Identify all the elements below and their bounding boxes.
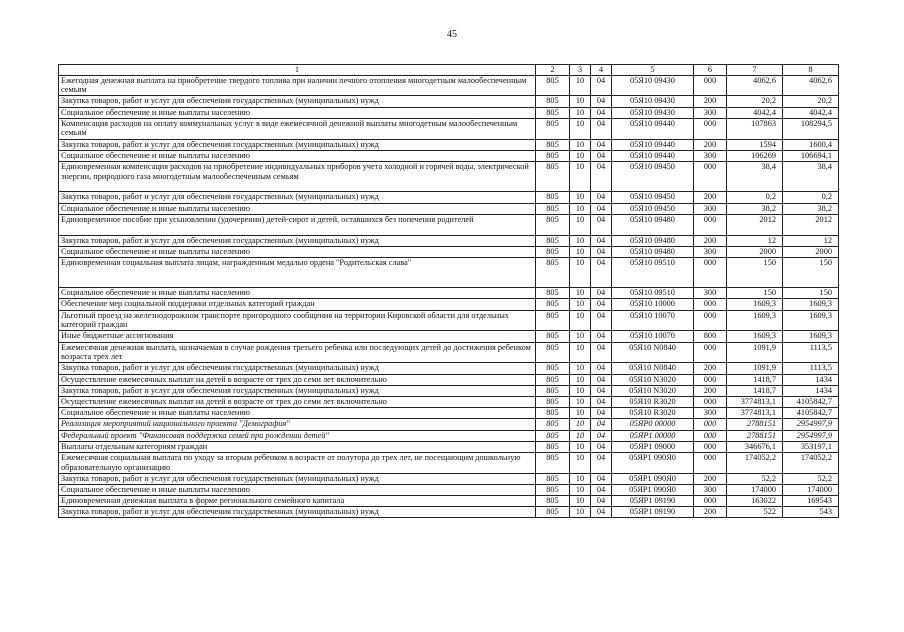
cell-amount-year2: 150: [783, 288, 839, 299]
cell-expense-type: 200: [694, 235, 727, 246]
cell-section: 10: [570, 452, 591, 473]
cell-amount-year1: 2788151: [727, 419, 783, 430]
cell-amount-year1: 107863: [727, 118, 783, 139]
cell-expense-type: 800: [694, 331, 727, 342]
cell-amount-year1: 174052,2: [727, 452, 783, 473]
cell-amount-year2: 106694,1: [783, 150, 839, 161]
cell-amount-year2: 353197,1: [783, 441, 839, 452]
cell-target-article: 05ЯР0 00000: [612, 419, 694, 430]
cell-section: 10: [570, 139, 591, 150]
cell-amount-year1: 20,2: [727, 96, 783, 107]
cell-admin-code: 805: [536, 396, 570, 407]
cell-subsection: 04: [591, 385, 612, 396]
cell-admin-code: 805: [536, 331, 570, 342]
cell-name: Закупка товаров, работ и услуг для обеспечения государственных (муниципальных) нужд: [59, 139, 536, 150]
cell-section: 10: [570, 75, 591, 96]
cell-subsection: 04: [591, 150, 612, 161]
cell-amount-year2: 1113,5: [783, 342, 839, 363]
cell-admin-code: 805: [536, 363, 570, 374]
cell-target-article: 05Я10 09510: [612, 288, 694, 299]
cell-section: 10: [570, 96, 591, 107]
header-cell: 6: [694, 65, 727, 76]
cell-amount-year1: 1418,7: [727, 374, 783, 385]
cell-amount-year2: 0,2: [783, 192, 839, 203]
cell-section: 10: [570, 374, 591, 385]
cell-name: Иные бюджетные ассигнования: [59, 331, 536, 342]
cell-subsection: 04: [591, 214, 612, 235]
cell-target-article: 05ЯР1 090Я0: [612, 484, 694, 495]
cell-admin-code: 805: [536, 310, 570, 331]
cell-name: Закупка товаров, работ и услуг для обеспечения государственных (муниципальных) нужд: [59, 192, 536, 203]
cell-name: Ежемесячная социальная выплата по уходу за вторым ребенком в возрасте от полутора до трех лет, не посещающим дошкольную образовательную организацию: [59, 452, 536, 473]
cell-subsection: 04: [591, 419, 612, 430]
cell-section: 10: [570, 363, 591, 374]
cell-name: Единовременная социальная выплата лицам, награжденным медалью ордена "Родительская слава": [59, 257, 536, 287]
cell-admin-code: 805: [536, 192, 570, 203]
cell-admin-code: 805: [536, 96, 570, 107]
cell-expense-type: 000: [694, 75, 727, 96]
cell-amount-year2: 20,2: [783, 96, 839, 107]
cell-subsection: 04: [591, 396, 612, 407]
cell-expense-type: 000: [694, 310, 727, 331]
table-row: [59, 473, 839, 484]
cell-name: Закупка товаров, работ и услуг для обеспечения государственных (муниципальных) нужд: [59, 473, 536, 484]
table-row: [59, 496, 839, 507]
table-row: [59, 507, 839, 518]
cell-admin-code: 805: [536, 107, 570, 118]
cell-admin-code: 805: [536, 257, 570, 287]
header-cell: 8: [783, 65, 839, 76]
cell-subsection: 04: [591, 203, 612, 214]
cell-admin-code: 805: [536, 441, 570, 452]
cell-name: Социальное обеспечение и иные выплаты населению: [59, 288, 536, 299]
cell-amount-year1: 3774813,1: [727, 408, 783, 419]
cell-admin-code: 805: [536, 496, 570, 507]
page-number: 45: [447, 29, 457, 40]
cell-amount-year2: 4062,6: [783, 75, 839, 96]
cell-amount-year1: 4042,4: [727, 107, 783, 118]
cell-expense-type: 200: [694, 139, 727, 150]
cell-admin-code: 805: [536, 214, 570, 235]
cell-expense-type: 000: [694, 161, 727, 191]
cell-target-article: 05Я10 09440: [612, 150, 694, 161]
cell-section: 10: [570, 419, 591, 430]
table-row: [59, 310, 839, 331]
cell-target-article: 05Я10 N0840: [612, 363, 694, 374]
cell-section: 10: [570, 342, 591, 363]
cell-admin-code: 805: [536, 246, 570, 257]
cell-admin-code: 805: [536, 118, 570, 139]
cell-name: Федеральный проект "Финансовая поддержка семей при рождении детей": [59, 430, 536, 441]
cell-name: Единовременная компенсация расходов на приобретение индивидуальных приборов учета холодной и горячей воды, электрической энергии, природного газа многодетным малообеспеченным семьям: [59, 161, 536, 191]
cell-admin-code: 805: [536, 139, 570, 150]
cell-name: Выплаты отдельным категориям граждан: [59, 441, 536, 452]
cell-subsection: 04: [591, 408, 612, 419]
cell-subsection: 04: [591, 374, 612, 385]
cell-expense-type: 000: [694, 496, 727, 507]
table-row: [59, 107, 839, 118]
cell-target-article: 05Я10 10000: [612, 299, 694, 310]
table-row: [59, 96, 839, 107]
cell-expense-type: 300: [694, 203, 727, 214]
cell-amount-year1: 174000: [727, 484, 783, 495]
cell-subsection: 04: [591, 118, 612, 139]
cell-target-article: 05Я10 09430: [612, 75, 694, 96]
cell-subsection: 04: [591, 299, 612, 310]
table-row: [59, 75, 839, 96]
cell-expense-type: 000: [694, 257, 727, 287]
cell-name: Социальное обеспечение и иные выплаты населению: [59, 107, 536, 118]
cell-amount-year1: 2788151: [727, 430, 783, 441]
cell-expense-type: 300: [694, 288, 727, 299]
cell-target-article: 05Я10 R3020: [612, 396, 694, 407]
cell-name: Ежегодная денежная выплата на приобретение твердого топлива при наличии печного отопления многодетным малообеспеченным семьям: [59, 75, 536, 96]
cell-section: 10: [570, 385, 591, 396]
cell-subsection: 04: [591, 257, 612, 287]
cell-subsection: 04: [591, 161, 612, 191]
cell-amount-year2: 150: [783, 257, 839, 287]
cell-target-article: 05Я10 N0840: [612, 342, 694, 363]
header-cell: 5: [612, 65, 694, 76]
cell-amount-year2: 169543: [783, 496, 839, 507]
cell-name: Закупка товаров, работ и услуг для обеспечения государственных (муниципальных) нужд: [59, 363, 536, 374]
cell-amount-year1: 1091,9: [727, 342, 783, 363]
cell-admin-code: 805: [536, 484, 570, 495]
cell-amount-year1: 1594: [727, 139, 783, 150]
cell-admin-code: 805: [536, 507, 570, 518]
cell-subsection: 04: [591, 192, 612, 203]
cell-target-article: 05ЯР1 09000: [612, 441, 694, 452]
cell-amount-year2: 4105842,7: [783, 396, 839, 407]
cell-name: Социальное обеспечение и иные выплаты населению: [59, 408, 536, 419]
cell-admin-code: 805: [536, 75, 570, 96]
cell-admin-code: 805: [536, 203, 570, 214]
header-row: [59, 65, 839, 76]
header-cell: 4: [591, 65, 612, 76]
cell-section: 10: [570, 118, 591, 139]
cell-amount-year1: 1609,3: [727, 310, 783, 331]
cell-amount-year2: 1113,5: [783, 363, 839, 374]
table-row: [59, 419, 839, 430]
table-row: [59, 150, 839, 161]
cell-expense-type: 300: [694, 150, 727, 161]
cell-amount-year2: 38,4: [783, 161, 839, 191]
cell-expense-type: 000: [694, 342, 727, 363]
cell-amount-year1: 0,2: [727, 192, 783, 203]
cell-target-article: 05Я10 N3020: [612, 385, 694, 396]
cell-expense-type: 000: [694, 441, 727, 452]
cell-target-article: 05ЯР1 00000: [612, 430, 694, 441]
cell-name: Реализация мероприятий национального проекта "Демография": [59, 419, 536, 430]
cell-section: 10: [570, 299, 591, 310]
table-row: [59, 118, 839, 139]
header-cell: 7: [727, 65, 783, 76]
cell-subsection: 04: [591, 441, 612, 452]
table-row: [59, 374, 839, 385]
cell-target-article: 05Я10 N3020: [612, 374, 694, 385]
cell-amount-year1: 38,2: [727, 203, 783, 214]
cell-expense-type: 000: [694, 452, 727, 473]
cell-admin-code: 805: [536, 430, 570, 441]
cell-target-article: 05Я10 09450: [612, 192, 694, 203]
table-row: [59, 299, 839, 310]
cell-section: 10: [570, 214, 591, 235]
cell-target-article: 05Я10 10070: [612, 331, 694, 342]
cell-subsection: 04: [591, 342, 612, 363]
cell-target-article: 05Я10 09480: [612, 235, 694, 246]
cell-amount-year2: 2012: [783, 214, 839, 235]
cell-expense-type: 300: [694, 484, 727, 495]
cell-amount-year2: 12: [783, 235, 839, 246]
cell-amount-year2: 4042,4: [783, 107, 839, 118]
cell-subsection: 04: [591, 107, 612, 118]
cell-admin-code: 805: [536, 452, 570, 473]
cell-subsection: 04: [591, 452, 612, 473]
cell-name: Закупка товаров, работ и услуг для обеспечения государственных (муниципальных) нужд: [59, 96, 536, 107]
cell-section: 10: [570, 396, 591, 407]
cell-name: Осуществление ежемесячных выплат на детей в возрасте от трех до семи лет включительно: [59, 396, 536, 407]
cell-expense-type: 200: [694, 96, 727, 107]
cell-target-article: 05Я10 09430: [612, 107, 694, 118]
cell-amount-year2: 1600,4: [783, 139, 839, 150]
table-row: [59, 235, 839, 246]
cell-amount-year1: 1418,7: [727, 385, 783, 396]
cell-target-article: 05Я10 09430: [612, 96, 694, 107]
cell-expense-type: 300: [694, 246, 727, 257]
cell-amount-year2: 174052,2: [783, 452, 839, 473]
table-row: [59, 441, 839, 452]
cell-expense-type: 000: [694, 214, 727, 235]
cell-name: Единовременное пособие при усыновлении (удочерении) детей-сирот и детей, оставшихся без попечения родителей: [59, 214, 536, 235]
table-row: [59, 331, 839, 342]
cell-target-article: 05Я10 09450: [612, 161, 694, 191]
cell-section: 10: [570, 246, 591, 257]
cell-subsection: 04: [591, 507, 612, 518]
cell-amount-year1: 3774813,1: [727, 396, 783, 407]
cell-target-article: 05ЯР1 090Я0: [612, 473, 694, 484]
cell-section: 10: [570, 310, 591, 331]
table-row: [59, 363, 839, 374]
table-row: [59, 192, 839, 203]
cell-amount-year1: 1609,3: [727, 331, 783, 342]
cell-amount-year2: 2954997,9: [783, 419, 839, 430]
cell-section: 10: [570, 235, 591, 246]
cell-section: 10: [570, 203, 591, 214]
cell-amount-year2: 108294,5: [783, 118, 839, 139]
table-row: [59, 161, 839, 191]
cell-subsection: 04: [591, 331, 612, 342]
cell-admin-code: 805: [536, 374, 570, 385]
cell-admin-code: 805: [536, 299, 570, 310]
cell-admin-code: 805: [536, 385, 570, 396]
cell-amount-year1: 150: [727, 288, 783, 299]
cell-amount-year1: 163022: [727, 496, 783, 507]
cell-section: 10: [570, 507, 591, 518]
cell-amount-year2: 2954997,9: [783, 430, 839, 441]
cell-target-article: 05Я10 R3020: [612, 408, 694, 419]
cell-section: 10: [570, 257, 591, 287]
cell-amount-year2: 1434: [783, 374, 839, 385]
cell-subsection: 04: [591, 363, 612, 374]
cell-admin-code: 805: [536, 473, 570, 484]
cell-section: 10: [570, 496, 591, 507]
cell-name: Закупка товаров, работ и услуг для обеспечения государственных (муниципальных) нужд: [59, 235, 536, 246]
table-row: [59, 342, 839, 363]
table-row: [59, 139, 839, 150]
cell-target-article: 05Я10 09480: [612, 214, 694, 235]
budget-table: [58, 64, 839, 518]
cell-name: Социальное обеспечение и иные выплаты населению: [59, 150, 536, 161]
cell-name: Льготный проезд на железнодорожном транспорте пригородного сообщения на территории Кировской области для отдельных категорий граждан: [59, 310, 536, 331]
cell-amount-year2: 2000: [783, 246, 839, 257]
cell-amount-year1: 1609,3: [727, 299, 783, 310]
cell-target-article: 05ЯР1 09190: [612, 507, 694, 518]
cell-expense-type: 000: [694, 396, 727, 407]
cell-expense-type: 200: [694, 192, 727, 203]
cell-section: 10: [570, 473, 591, 484]
cell-expense-type: 200: [694, 473, 727, 484]
table-row: [59, 257, 839, 287]
cell-amount-year1: 522: [727, 507, 783, 518]
cell-expense-type: 300: [694, 107, 727, 118]
cell-name: Обеспечение мер социальной поддержки отдельных категорий граждан: [59, 299, 536, 310]
cell-amount-year2: 38,2: [783, 203, 839, 214]
cell-target-article: 05ЯР1 090Я0: [612, 452, 694, 473]
cell-subsection: 04: [591, 246, 612, 257]
cell-section: 10: [570, 150, 591, 161]
cell-amount-year2: 543: [783, 507, 839, 518]
table-row: [59, 452, 839, 473]
cell-section: 10: [570, 441, 591, 452]
cell-amount-year1: 2000: [727, 246, 783, 257]
cell-admin-code: 805: [536, 235, 570, 246]
cell-subsection: 04: [591, 473, 612, 484]
cell-expense-type: 000: [694, 430, 727, 441]
cell-target-article: 05ЯР1 09190: [612, 496, 694, 507]
cell-subsection: 04: [591, 139, 612, 150]
table-row: [59, 430, 839, 441]
cell-subsection: 04: [591, 484, 612, 495]
cell-expense-type: 300: [694, 408, 727, 419]
cell-expense-type: 200: [694, 385, 727, 396]
table-row: [59, 288, 839, 299]
cell-admin-code: 805: [536, 342, 570, 363]
cell-admin-code: 805: [536, 419, 570, 430]
cell-target-article: 05Я10 10070: [612, 310, 694, 331]
cell-admin-code: 805: [536, 161, 570, 191]
cell-amount-year1: 52,2: [727, 473, 783, 484]
cell-name: Единовременная денежная выплата в форме регионального семейного капитала: [59, 496, 536, 507]
cell-section: 10: [570, 288, 591, 299]
cell-target-article: 05Я10 09450: [612, 203, 694, 214]
cell-name: Социальное обеспечение и иные выплаты населению: [59, 203, 536, 214]
cell-section: 10: [570, 331, 591, 342]
header-cell: 3: [570, 65, 591, 76]
cell-section: 10: [570, 161, 591, 191]
cell-name: Осуществление ежемесячных выплат на детей в возрасте от трех до семи лет включительно: [59, 374, 536, 385]
cell-amount-year1: 2012: [727, 214, 783, 235]
table-row: [59, 385, 839, 396]
cell-target-article: 05Я10 09510: [612, 257, 694, 287]
cell-expense-type: 000: [694, 118, 727, 139]
cell-amount-year1: 106269: [727, 150, 783, 161]
cell-target-article: 05Я10 09440: [612, 139, 694, 150]
table-row: [59, 246, 839, 257]
cell-amount-year2: 1609,3: [783, 310, 839, 331]
cell-subsection: 04: [591, 310, 612, 331]
cell-name: Компенсация расходов на оплату коммунальных услуг в виде ежемесячной денежной выплаты многодетным малообеспеченным семьям: [59, 118, 536, 139]
cell-name: Закупка товаров, работ и услуг для обеспечения государственных (муниципальных) нужд: [59, 507, 536, 518]
cell-name: Социальное обеспечение и иные выплаты населению: [59, 484, 536, 495]
cell-section: 10: [570, 430, 591, 441]
cell-subsection: 04: [591, 288, 612, 299]
cell-section: 10: [570, 408, 591, 419]
cell-expense-type: 000: [694, 374, 727, 385]
table-row: [59, 396, 839, 407]
cell-name: Социальное обеспечение и иные выплаты населению: [59, 246, 536, 257]
table-row: [59, 203, 839, 214]
table-row: [59, 484, 839, 495]
cell-expense-type: 000: [694, 299, 727, 310]
cell-subsection: 04: [591, 75, 612, 96]
table-row: [59, 214, 839, 235]
cell-section: 10: [570, 192, 591, 203]
cell-target-article: 05Я10 09440: [612, 118, 694, 139]
cell-admin-code: 805: [536, 288, 570, 299]
cell-expense-type: 200: [694, 507, 727, 518]
cell-subsection: 04: [591, 496, 612, 507]
cell-amount-year2: 1609,3: [783, 331, 839, 342]
cell-amount-year1: 150: [727, 257, 783, 287]
cell-section: 10: [570, 484, 591, 495]
table-row: [59, 408, 839, 419]
header-cell: 2: [536, 65, 570, 76]
cell-expense-type: 200: [694, 363, 727, 374]
cell-admin-code: 805: [536, 408, 570, 419]
cell-amount-year2: 4105842,7: [783, 408, 839, 419]
cell-subsection: 04: [591, 235, 612, 246]
cell-name: Ежемесячная денежная выплата, назначаемая в случае рождения третьего ребенка или последующих детей до достижения ребенком возраста трех лет: [59, 342, 536, 363]
cell-amount-year2: 1609,3: [783, 299, 839, 310]
cell-amount-year2: 52,2: [783, 473, 839, 484]
cell-amount-year1: 4062,6: [727, 75, 783, 96]
cell-amount-year1: 346676,1: [727, 441, 783, 452]
cell-target-article: 05Я10 09480: [612, 246, 694, 257]
header-cell: 1: [59, 65, 536, 76]
cell-amount-year1: 12: [727, 235, 783, 246]
cell-expense-type: 000: [694, 419, 727, 430]
cell-amount-year2: 174000: [783, 484, 839, 495]
cell-section: 10: [570, 107, 591, 118]
cell-amount-year1: 38,4: [727, 161, 783, 191]
cell-name: Закупка товаров, работ и услуг для обеспечения государственных (муниципальных) нужд: [59, 385, 536, 396]
cell-subsection: 04: [591, 96, 612, 107]
cell-amount-year1: 1091,9: [727, 363, 783, 374]
cell-amount-year2: 1434: [783, 385, 839, 396]
cell-subsection: 04: [591, 430, 612, 441]
cell-admin-code: 805: [536, 150, 570, 161]
